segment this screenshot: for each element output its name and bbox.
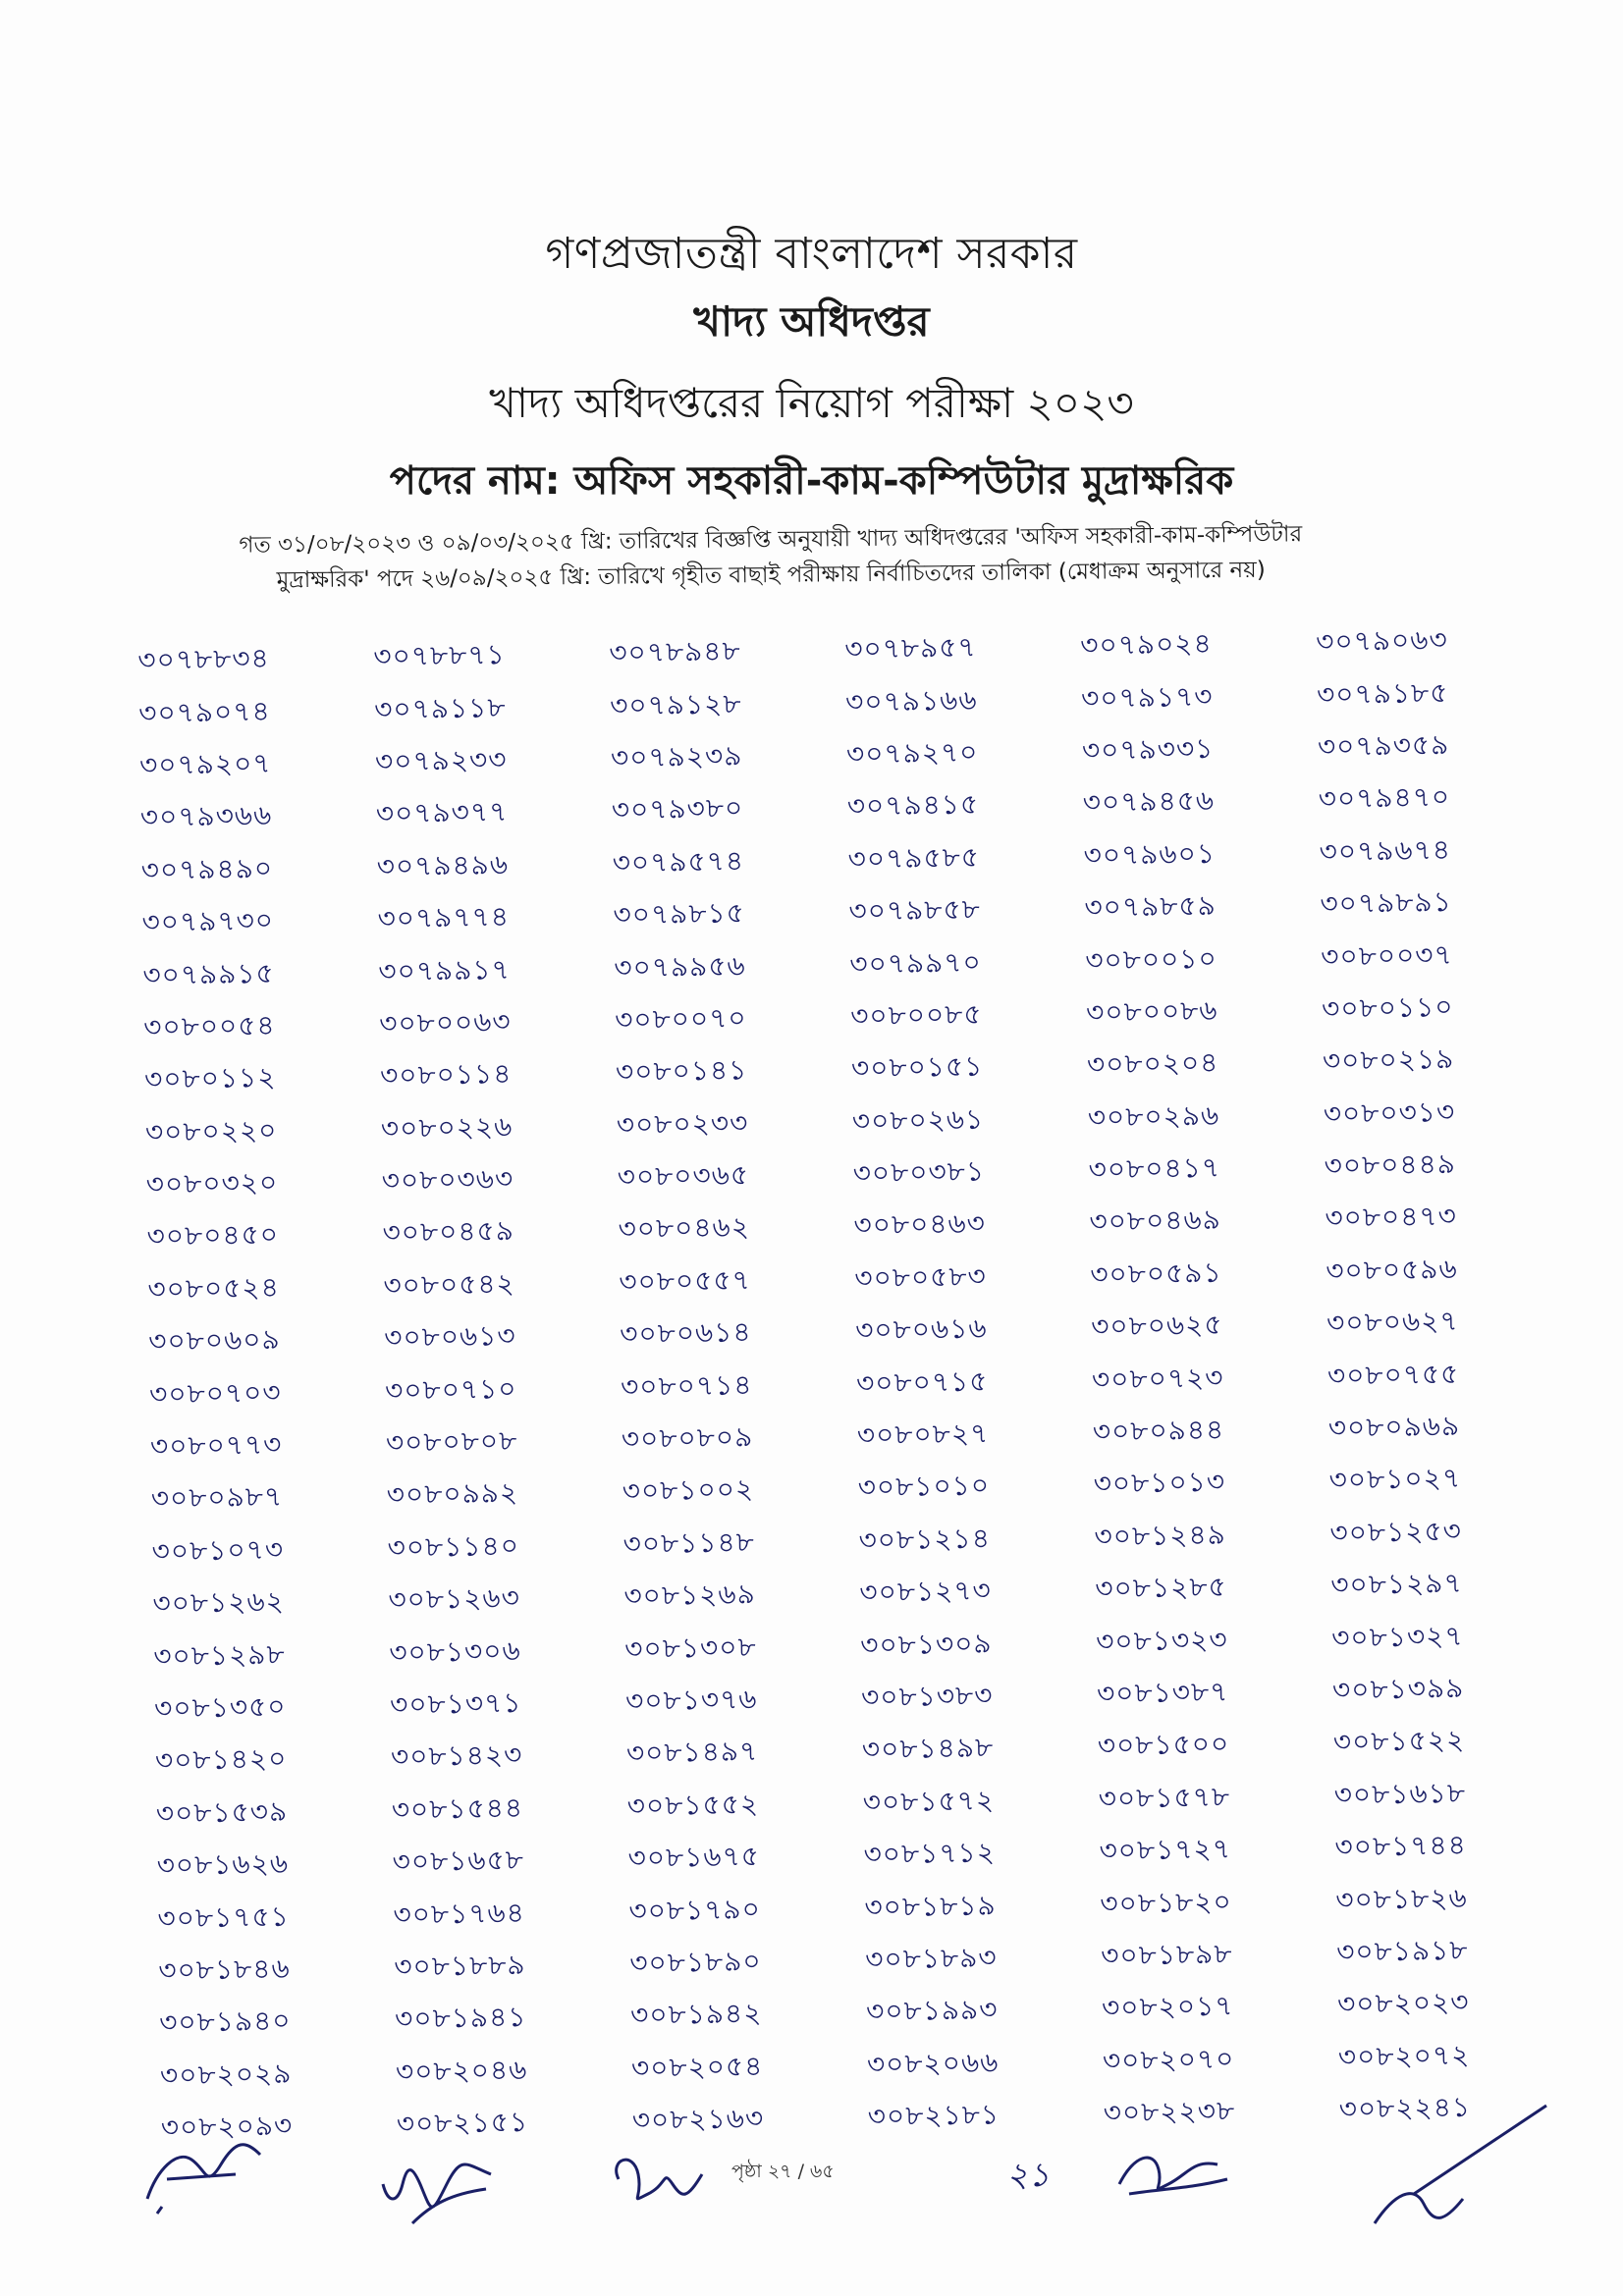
roll-number: ৩০৭৮৮৩৪ xyxy=(137,642,270,677)
roll-number: ৩০৭৯১৭৩ xyxy=(1080,679,1214,715)
roll-number: ৩০৮১০০২ xyxy=(622,1472,755,1508)
roll-number: ৩০৮১৭৯০ xyxy=(628,1892,762,1927)
roll-number: ৩০৭৯৯৫৬ xyxy=(614,948,746,984)
roll-number: ৩০৮০৪৪৯ xyxy=(1324,1148,1457,1183)
roll-number: ৩০৮১৪৯৮ xyxy=(861,1731,995,1766)
roll-number: ৩০৮১৭১২ xyxy=(863,1836,997,1871)
roll-number: ৩০৮০৭১৪ xyxy=(620,1367,753,1404)
roll-number: ৩০৮০২০৪ xyxy=(1086,1046,1219,1082)
roll-number: ৩০৭৮৮৭১ xyxy=(373,638,506,673)
roll-number: ৩০৮২০৯৩ xyxy=(160,2109,294,2144)
roll-number: ৩০৮১৯৪১ xyxy=(394,2001,527,2036)
roll-number: ৩০৮১৮৮৯ xyxy=(394,1948,526,1984)
roll-number: ৩০৮০৯৮৭ xyxy=(150,1480,284,1516)
roll-number: ৩০৮১৫৫২ xyxy=(626,1787,760,1823)
exam-title: খাদ্য অধিদপ্তরের নিয়োগ পরীক্ষা ২০২৩ xyxy=(489,379,1134,427)
roll-number: ৩০৮০৩৮১ xyxy=(852,1154,986,1190)
roll-number: ৩০৭৯৯৭০ xyxy=(849,945,982,981)
signature-5 xyxy=(1355,2101,1551,2238)
roll-number: ৩০৮১৫৪৪ xyxy=(391,1790,524,1826)
roll-number: ৩০৮০২২৬ xyxy=(380,1109,514,1145)
roll-number: ৩০৮১২৭৩ xyxy=(859,1574,993,1609)
roll-number: ৩০৭৯৬০১ xyxy=(1083,836,1217,872)
notice-line-1: গত ৩১/০৮/২০২৩ ও ০৯/০৩/২০২৫ খ্রি: তারিখের বিজ্ঞপ্তি অনুযায়ী খাদ্য অধিদপ্তরের 'অফিস সহকারী-কাম-কম্পিউটার xyxy=(239,521,1303,559)
roll-number: ৩০৮০৪১৭ xyxy=(1088,1150,1221,1186)
roll-number: ৩০৮০০৮৬ xyxy=(1085,993,1218,1029)
roll-number: ৩০৮০১৫১ xyxy=(850,1049,984,1085)
roll-number: ৩০৭৯৩৩১ xyxy=(1081,731,1215,767)
roll-number: ৩০৭৯২০৭ xyxy=(138,746,272,781)
roll-number: ৩০৮১৩২৩ xyxy=(1095,1623,1228,1658)
roll-number: ৩০৮০৭২৩ xyxy=(1091,1361,1224,1396)
roll-number: ৩০৮১৫৭৮ xyxy=(1098,1780,1231,1815)
roll-number: ৩০৭৯১৮৫ xyxy=(1316,675,1449,711)
roll-number: ৩০৭৯৮৫৯ xyxy=(1084,888,1217,925)
roll-number: ৩০৮০৬১৩ xyxy=(384,1319,516,1355)
roll-number: ৩০৭৯২৭০ xyxy=(845,735,979,771)
roll-number: ৩০৭৯৮৯১ xyxy=(1320,885,1452,921)
roll-number: ৩০৮১২১৪ xyxy=(858,1522,992,1557)
roll-number: ৩০৭৯৩৭৭ xyxy=(375,795,509,830)
roll-number: ৩০৮০০৮৫ xyxy=(849,997,983,1033)
roll-number: ৩০৮০৪৬৩ xyxy=(853,1206,987,1243)
roll-number: ৩০৮১৮২৬ xyxy=(1335,1881,1468,1916)
roll-number: ৩০৮০৫৯৬ xyxy=(1325,1252,1458,1287)
roll-number: ৩০৮১১৪০ xyxy=(387,1528,520,1564)
roll-number: ৩০৮০৭০৩ xyxy=(148,1375,282,1411)
roll-number: ৩০৮০০৬৩ xyxy=(378,1004,512,1041)
roll-number: ৩০৮১২৬৩ xyxy=(388,1581,521,1617)
roll-number: ৩০৮১৩৯৯ xyxy=(1331,1671,1465,1707)
roll-number: ৩০৭৯৭৩০ xyxy=(141,903,275,939)
roll-number: ৩০৮১৪২০ xyxy=(154,1742,288,1778)
roll-number: ৩০৮১০১৩ xyxy=(1093,1466,1226,1501)
roll-number: ৩০৮২০২৯ xyxy=(159,2056,293,2092)
roll-number: ৩০৮১৭৫১ xyxy=(157,1899,291,1935)
signature-3 xyxy=(604,2140,722,2218)
government-title: গণপ্রজাতন্ত্রী বাংলাদেশ সরকার xyxy=(545,229,1078,279)
roll-number: ৩০৮২০৭২ xyxy=(1337,2038,1471,2073)
roll-number: ৩০৮১৭৪৪ xyxy=(1334,1829,1468,1864)
roll-number: ৩০৮১৩৭৬ xyxy=(624,1682,758,1718)
office-title: খাদ্য অধিদপ্তর xyxy=(693,297,930,346)
roll-number: ৩০৮১৩০৬ xyxy=(389,1633,521,1669)
roll-number: ৩০৮০৮২৭ xyxy=(856,1416,990,1452)
roll-number: ৩০৮১৮৯০ xyxy=(629,1945,762,1980)
roll-number: ৩০৮১০২৭ xyxy=(1328,1462,1462,1497)
roll-number: ৩০৮০০১০ xyxy=(1085,941,1217,977)
roll-number: ৩০৮১৯৪০ xyxy=(158,2004,292,2040)
roll-number: ৩০৭৯৪৯০ xyxy=(140,851,274,886)
roll-number: ৩০৭৯৪৭০ xyxy=(1318,780,1451,816)
roll-number: ৩০৮১৩৮৭ xyxy=(1096,1675,1229,1710)
roll-number: ৩০৮১০১০ xyxy=(857,1468,991,1505)
roll-number: ৩০৭৯৯১৫ xyxy=(142,956,275,991)
roll-number: ৩০৮২০৪৬ xyxy=(395,2053,528,2088)
roll-number: ৩০৮০৯৯২ xyxy=(386,1476,519,1512)
roll-number: ৩০৮০৬২৫ xyxy=(1090,1308,1223,1344)
roll-number: ৩০৮১৫৩৯ xyxy=(155,1794,289,1830)
roll-number: ৩০৮১৪২৩ xyxy=(390,1738,523,1774)
roll-number: ৩০৮২০৬৬ xyxy=(866,2046,1000,2081)
roll-number: ৩০৭৯১১৮ xyxy=(373,690,507,725)
page-footer xyxy=(0,2130,1623,2277)
roll-number: ৩০৮০২২০ xyxy=(144,1113,278,1148)
roll-number: ৩০৭৯৯১৭ xyxy=(378,952,511,988)
roll-number: ৩০৭৯৫৭৪ xyxy=(612,844,745,880)
roll-number: ৩০৭৯৭৭৪ xyxy=(377,900,511,935)
roll-number: ৩০৮২১৫১ xyxy=(396,2106,529,2141)
roll-number: ৩০৮১৬২৬ xyxy=(156,1846,290,1883)
post-title: পদের নাম: অফিস সহকারী-কাম-কম্পিউটার মুদ্রাক্ষরিক xyxy=(389,458,1234,504)
handwritten-page-mark: ২১ xyxy=(1006,2156,1051,2195)
roll-number: ৩০৭৯৪৯৬ xyxy=(376,847,510,882)
roll-number: ৩০৭৯০৬৩ xyxy=(1315,623,1448,659)
roll-number: ৩০৮১৩৭১ xyxy=(389,1685,522,1722)
roll-number: ৩০৮১৩০৯ xyxy=(859,1627,993,1662)
roll-number: ৩০৮০৭৫৫ xyxy=(1326,1357,1460,1392)
roll-number: ৩০৮১৫২২ xyxy=(1332,1724,1466,1759)
roll-number: ৩০৮১৮১৯ xyxy=(864,1888,997,1924)
roll-number: ৩০৭৯৮১৫ xyxy=(613,896,746,932)
roll-number: ৩০৮১২৬৯ xyxy=(623,1577,757,1613)
roll-number: ৩০৭৯৪৫৬ xyxy=(1082,784,1216,820)
roll-number: ৩০৭৯৫৮৫ xyxy=(847,840,981,876)
roll-number: ৩০৮১২৯৭ xyxy=(1330,1567,1463,1602)
roll-number: ৩০৮০৩৬৫ xyxy=(617,1158,750,1194)
roll-number: ৩০৮২২৪১ xyxy=(1338,2090,1472,2126)
roll-number: ৩০৮২০১৭ xyxy=(1101,1989,1234,2025)
roll-number: ৩০৮১৬১৮ xyxy=(1333,1776,1467,1811)
roll-number: ৩০৮০৪৬২ xyxy=(618,1210,751,1246)
roll-number: ৩০৮০০৭০ xyxy=(614,1001,747,1037)
roll-number: ৩০৮০৫৪২ xyxy=(383,1266,516,1303)
roll-number: ৩০৮১৫৭২ xyxy=(862,1784,996,1819)
roll-number: ৩০৮০৪৬৯ xyxy=(1089,1203,1222,1239)
roll-number: ৩০৮০৪৫৯ xyxy=(382,1214,515,1250)
roll-number: ৩০৮০৯৪৪ xyxy=(1092,1413,1225,1448)
roll-number: ৩০৮০৫৫৭ xyxy=(619,1263,751,1299)
roll-number: ৩০৭৯১২৮ xyxy=(609,686,742,722)
roll-number: ৩০৮১১৪৮ xyxy=(622,1525,756,1561)
roll-number: ৩০৮১৪৯৭ xyxy=(625,1735,759,1770)
roll-number: ৩০৮১০৭৩ xyxy=(151,1532,285,1568)
roll-number: ৩০৮০০৫৪ xyxy=(142,1008,276,1043)
roll-number: ৩০৮২০৭০ xyxy=(1102,2042,1235,2077)
roll-number: ৩০৮১২৬২ xyxy=(152,1584,286,1621)
roll-number: ৩০৮১৩০৮ xyxy=(624,1629,757,1665)
roll-number: ৩০৮১৮৯৮ xyxy=(1100,1937,1233,1972)
notice-paragraph xyxy=(167,516,1376,600)
roll-number: ৩০৮০৯৬৯ xyxy=(1327,1409,1461,1445)
signature-1 xyxy=(137,2130,275,2218)
roll-number: ৩০৭৯৩৮০ xyxy=(611,791,744,827)
roll-number: ৩০৭৯৩৬৬ xyxy=(139,799,273,834)
roll-number: ৩০৭৯০২৪ xyxy=(1080,626,1213,663)
roll-number: ৩০৮০৬১৪ xyxy=(619,1315,752,1351)
roll-number: ৩০৮১৩২৭ xyxy=(1330,1619,1464,1654)
roll-number: ৩০৮১৯৪২ xyxy=(629,1997,763,2032)
roll-number: ৩০৮১৮২০ xyxy=(1100,1885,1232,1920)
roll-number: ৩০৮০১১২ xyxy=(143,1061,277,1096)
roll-number: ৩০৮০৪৭৩ xyxy=(1325,1200,1458,1235)
notice-line-2: মুদ্রাক্ষরিক' পদে ২৬/০৯/২০২৫ খ্রি: তারিখে গৃহীত বাছাই পরীক্ষায় নির্বাচিতদের তালিকা (মেধাক্রম অনুসারে নয়) xyxy=(276,557,1266,594)
roll-number: ৩০৭৯৮৫৮ xyxy=(848,892,982,928)
roll-number: ৩০৮১৭৬৪ xyxy=(393,1896,526,1931)
roll-number: ৩০৮০৬১৬ xyxy=(854,1311,988,1347)
roll-number: ৩০৭৯২৩৯ xyxy=(610,739,743,774)
roll-number: ৩০৮১২৫৩ xyxy=(1329,1514,1463,1549)
roll-number: ৩০৮০৮০৯ xyxy=(621,1420,754,1456)
roll-number: ৩০৮০৭৭৩ xyxy=(149,1427,283,1463)
roll-number: ৩০৮১৭২৭ xyxy=(1099,1832,1232,1867)
roll-number: ৩০৮১৮৪৬ xyxy=(158,1951,291,1987)
roll-number: ৩০৮২০২৩ xyxy=(1336,1986,1470,2021)
roll-number: ৩০৮১২৪৯ xyxy=(1094,1518,1227,1553)
selected-roll-table xyxy=(137,614,1526,2156)
roll-number: ৩০৮১৯৯৩ xyxy=(865,1993,999,2028)
page-number: পৃষ্ঠা ২৭ / ৬৫ xyxy=(731,2161,835,2182)
roll-number: ৩০৮১৯১৮ xyxy=(1335,1933,1469,1968)
roll-number: ৩০৭৮৯৫৭ xyxy=(844,630,977,666)
roll-number: ৩০৮০১১০ xyxy=(1321,989,1454,1026)
roll-number: ৩০৭৯৪১৫ xyxy=(846,787,980,824)
roll-number: ৩০৭৯৬৭৪ xyxy=(1319,832,1452,868)
roll-number: ৩০৮০৩৬৩ xyxy=(381,1162,514,1198)
roll-number: ৩০৮১৬৭৫ xyxy=(627,1840,761,1875)
roll-number: ৩০৮০২৬১ xyxy=(851,1102,985,1138)
roll-number: ৩০৭৯৩৫৯ xyxy=(1317,727,1450,764)
roll-number: ৩০৮০৬২৭ xyxy=(1325,1305,1459,1340)
roll-number: ৩০৮১৬৫৮ xyxy=(392,1843,525,1879)
roll-number: ৩০৮০২৩৩ xyxy=(616,1105,749,1142)
roll-number: ৩০৭৯১৬৬ xyxy=(844,683,978,719)
roll-number: ৩০৮২১৮১ xyxy=(867,2098,1001,2133)
roll-number: ৩০৮০২১৯ xyxy=(1322,1042,1455,1078)
roll-number: ৩০৮১২৯৮ xyxy=(153,1637,286,1673)
roll-number: ৩০৭৯০৭৪ xyxy=(137,694,271,729)
roll-number: ৩০৮০৫২৪ xyxy=(147,1270,281,1306)
roll-number: ৩০৮০৩২০ xyxy=(145,1165,279,1201)
roll-number: ৩০৮০৭১৫ xyxy=(855,1364,989,1400)
roll-number: ৩০৮২১৬৩ xyxy=(631,2102,765,2137)
roll-number: ৩০৮০১১৪ xyxy=(379,1057,513,1093)
roll-number: ৩০৮০৫৮৩ xyxy=(854,1259,987,1295)
roll-number: ৩০৮০৮০৮ xyxy=(385,1424,518,1460)
roll-number: ৩০৮১৮৯৩ xyxy=(865,1941,998,1976)
roll-number: ৩০৮১৩৫০ xyxy=(153,1689,287,1725)
roll-number: ৩০৭৯২৩৩ xyxy=(374,743,508,778)
roll-number: ৩০৮০৫৯১ xyxy=(1090,1255,1222,1291)
roll-number: ৩০৮০৭১০ xyxy=(384,1371,517,1407)
roll-number: ৩০৮১৫০০ xyxy=(1097,1728,1230,1763)
roll-number: ৩০৮০০৩৭ xyxy=(1321,937,1453,973)
roll-number: ৩০৮০৩১৩ xyxy=(1323,1095,1456,1130)
signature-4 xyxy=(1109,2135,1237,2214)
roll-number: ৩০৮০২৯৬ xyxy=(1087,1098,1220,1134)
signature-2 xyxy=(373,2145,501,2233)
roll-number: ৩০৮১২৮৫ xyxy=(1095,1570,1227,1606)
roll-number: ৩০৮০৪৫০ xyxy=(146,1218,280,1254)
roll-number: ৩০৮০৬০৯ xyxy=(148,1323,281,1359)
roll-number: ৩০৮০১৪১ xyxy=(615,1053,748,1089)
roll-number: ৩০৮২২৩৮ xyxy=(1103,2094,1236,2129)
roll-number: ৩০৮২০৫৪ xyxy=(630,2049,764,2085)
roll-number: ৩০৮১৩৮৩ xyxy=(860,1679,994,1714)
roll-number: ৩০৭৮৯৪৮ xyxy=(609,634,741,669)
